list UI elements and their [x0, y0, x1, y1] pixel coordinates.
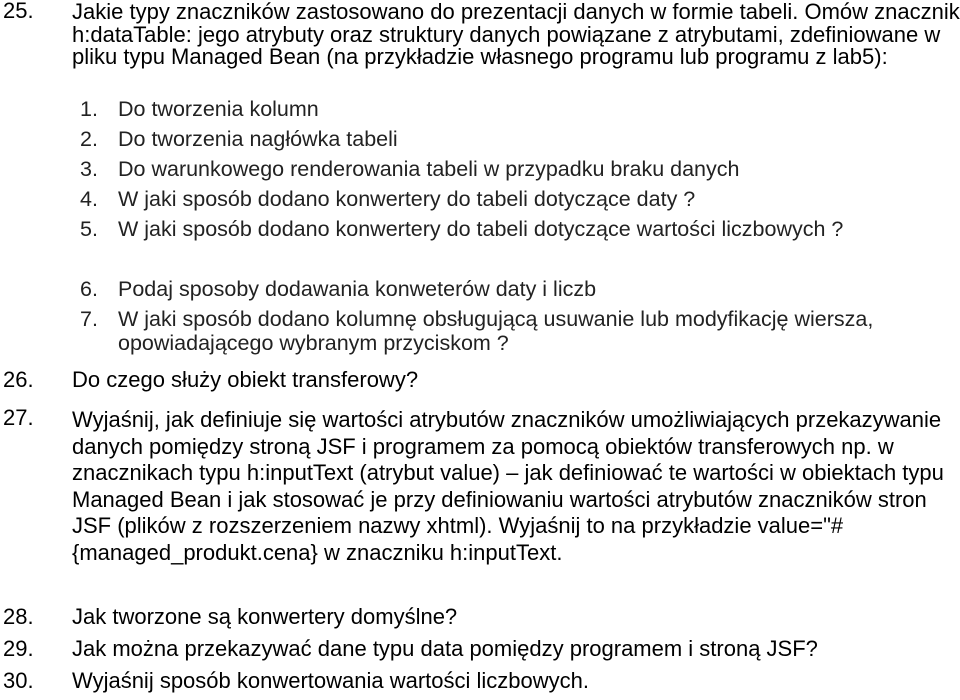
- question-text: Wyjaśnij, jak definiuje się wartości atrybutów znaczników umożliwiających przekazywanie danych pomiędzy stroną JSF i programem za pomocą obiektów transferowych np. w znacznikach typu h:inputText (atrybut value) – jak definiować te wartości w obiektach typu Managed Bean i jak stosować je przy definiowaniu wartości atrybutów znaczników stron JSF (plików z rozszerzeniem nazwy xhtml). Wyjaśnij to na przykładzie value="#{managed_produkt.cena} w znaczniku h:inputText.: [72, 407, 944, 565]
- subitem-text: Do tworzenia kolumn: [118, 97, 319, 121]
- subitem-number: 3.: [80, 157, 98, 181]
- subitem-text: Do tworzenia nagłówka tabeli: [118, 127, 398, 151]
- question-30: [0, 668, 960, 700]
- question-25: [0, 0, 960, 97]
- subitem-number: 1.: [80, 97, 98, 121]
- question-text: Do czego służy obiekt transferowy?: [72, 367, 419, 392]
- subitem-7: [0, 307, 960, 367]
- subitem-text: W jaki sposób dodano konwertery do tabeli dotyczące daty ?: [118, 187, 696, 211]
- subitem-3: [0, 157, 960, 187]
- subitem-number: 6.: [80, 277, 98, 301]
- subitem-4: [0, 187, 960, 217]
- question-number: 30.: [3, 668, 34, 693]
- subitem-number: 7.: [80, 307, 98, 331]
- question-26: [0, 369, 960, 401]
- question-27: [0, 405, 960, 599]
- question-number: 25.: [3, 0, 34, 23]
- question-number: 28.: [3, 604, 34, 629]
- question-25-sublist: [0, 97, 960, 367]
- subitem-text: Podaj sposoby dodawania konweterów daty i liczb: [118, 277, 597, 301]
- subitem-6: [0, 277, 960, 307]
- question-number: 26.: [3, 367, 34, 392]
- question-number: 27.: [3, 405, 34, 430]
- subitem-text: Do warunkowego renderowania tabeli w przypadku braku danych: [118, 157, 740, 181]
- question-text: Jak tworzone są konwertery domyślne?: [72, 604, 458, 629]
- question-28: [0, 604, 960, 636]
- question-number: 29.: [3, 636, 34, 661]
- subitem-number: 2.: [80, 127, 98, 151]
- subitem-1: [0, 97, 960, 127]
- subitem-number: 5.: [80, 217, 98, 241]
- question-29: [0, 636, 960, 668]
- question-text: Wyjaśnij sposób konwertowania wartości liczbowych.: [72, 668, 590, 693]
- question-text: Jak można przekazywać dane typu data pomiędzy programem i stroną JSF?: [72, 636, 818, 661]
- subitem-5: [0, 217, 960, 277]
- subitem-number: 4.: [80, 187, 98, 211]
- question-text: Jakie typy znaczników zastosowano do prezentacji danych w formie tabeli. Omów znacznik h:dataTable: jego atrybuty oraz struktury danych powiązane z atrybutami, zdefiniowane w pliku typu Managed Bean (na przykładzie własnego programu lub programu z lab5):: [72, 0, 960, 69]
- subitem-text: W jaki sposób dodano kolumnę obsługującą usuwanie lub modyfikację wiersza, opowiadającego wybranym przyciskom ?: [118, 307, 874, 355]
- subitem-text: W jaki sposób dodano konwertery do tabeli dotyczące wartości liczbowych ?: [118, 217, 844, 241]
- subitem-2: [0, 127, 960, 157]
